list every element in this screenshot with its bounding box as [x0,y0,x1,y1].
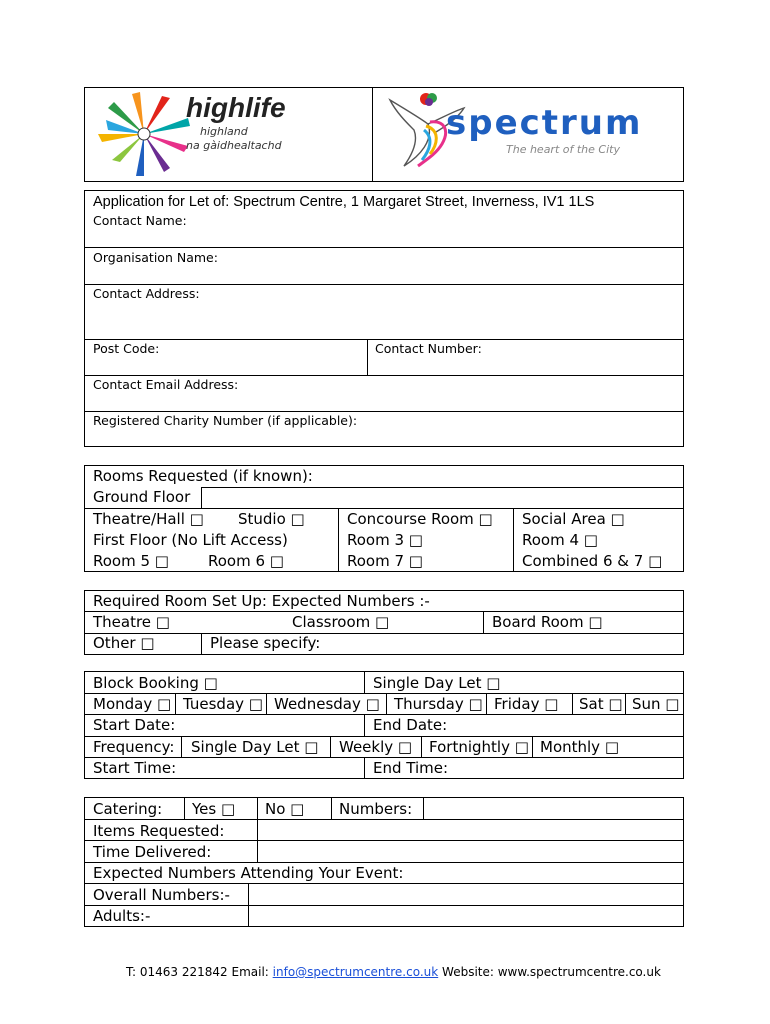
end-date-field[interactable] [448,716,680,735]
items-requested-label: Items Requested: [93,822,225,840]
theatre-hall-checkbox[interactable]: Theatre/Hall □ [93,510,204,528]
weekly-checkbox[interactable]: Weekly □ [339,738,413,756]
studio-checkbox[interactable]: Studio □ [238,510,305,528]
room-3-checkbox[interactable]: Room 3 □ [347,531,423,549]
items-requested-field[interactable] [259,821,680,839]
room-7-checkbox[interactable]: Room 7 □ [347,552,423,570]
highlife-sub1: highland [200,125,248,138]
end-date-label: End Date: [373,716,448,734]
end-time-label: End Time: [373,759,449,777]
contact-number-field[interactable] [490,341,680,373]
start-date-label: Start Date: [93,716,176,734]
tuesday-checkbox[interactable]: Tuesday □ [183,695,263,713]
adults-field[interactable] [250,907,680,925]
catering-label: Catering: [93,800,163,818]
combined-6-7-checkbox[interactable]: Combined 6 & 7 □ [522,552,663,570]
spectrum-title: spectrum [446,103,643,143]
single-day-let-checkbox[interactable]: Single Day Let □ [373,674,501,692]
start-time-field[interactable] [178,759,361,777]
first-floor-label: First Floor (No Lift Access) [93,531,288,549]
contact-name-field[interactable] [300,212,680,244]
contact-number-label: Contact Number: [375,341,482,356]
post-code-field[interactable] [170,341,364,373]
contact-address-field[interactable] [210,286,680,337]
monthly-checkbox[interactable]: Monthly □ [540,738,619,756]
please-specify-label: Please specify: [210,634,321,652]
spectrum-tagline: The heart of the City [506,143,620,156]
organisation-name-label: Organisation Name: [93,250,218,265]
organisation-name-field[interactable] [230,249,680,282]
sun-checkbox[interactable]: Sun □ [632,695,680,713]
time-delivered-field[interactable] [259,842,680,860]
charity-field[interactable] [365,413,680,444]
start-date-field[interactable] [176,716,361,735]
end-time-field[interactable] [450,759,680,777]
email-field[interactable] [245,377,680,409]
friday-checkbox[interactable]: Friday □ [494,695,559,713]
room-5-checkbox[interactable]: Room 5 □ [93,552,169,570]
frequency-label: Frequency: [93,738,175,756]
room-6-checkbox[interactable]: Room 6 □ [208,552,284,570]
room-4-checkbox[interactable]: Room 4 □ [522,531,598,549]
monday-checkbox[interactable]: Monday □ [93,695,172,713]
block-booking-checkbox[interactable]: Block Booking □ [93,674,218,692]
start-time-label: Start Time: [93,759,177,777]
footer-phone: T: 01463 221842 Email: [126,965,269,979]
catering-numbers-label: Numbers: [339,800,413,818]
ground-floor-label: Ground Floor [93,488,191,506]
rooms-heading: Rooms Requested (if known): [93,467,313,485]
contact-name-label: Contact Name: [93,213,187,228]
email-label: Contact Email Address: [93,377,239,392]
footer [126,966,661,978]
adults-label: Adults:- [93,907,151,925]
board-room-checkbox[interactable]: Board Room □ [492,613,603,631]
classroom-checkbox[interactable]: Classroom □ [292,613,390,631]
sat-checkbox[interactable]: Sat □ [579,695,623,713]
concourse-room-checkbox[interactable]: Concourse Room □ [347,510,493,528]
fortnightly-checkbox[interactable]: Fortnightly □ [429,738,529,756]
wednesday-checkbox[interactable]: Wednesday □ [274,695,380,713]
catering-numbers-field[interactable] [425,799,680,817]
frequency-single-day-checkbox[interactable]: Single Day Let □ [191,738,319,756]
other-checkbox[interactable]: Other □ [93,634,155,652]
highlife-logo [92,90,362,178]
catering-yes-checkbox[interactable]: Yes □ [192,800,236,818]
overall-numbers-label: Overall Numbers:- [93,886,230,904]
expected-numbers-label: Expected Numbers Attending Your Event: [93,864,404,882]
application-title: Application for Let of: Spectrum Centre, 1 Margaret Street, Inverness, IV1 1LS [93,194,595,210]
social-area-checkbox[interactable]: Social Area □ [522,510,625,528]
catering-no-checkbox[interactable]: No □ [265,800,305,818]
footer-email-link[interactable]: info@spectrumcentre.co.uk [272,965,439,979]
charity-label: Registered Charity Number (if applicable): [93,413,358,428]
post-code-label: Post Code: [93,341,160,356]
overall-numbers-field[interactable] [250,885,680,903]
footer-website: Website: www.spectrumcentre.co.uk [442,965,661,979]
please-specify-field[interactable] [322,634,680,653]
time-delivered-label: Time Delivered: [93,843,212,861]
thursday-checkbox[interactable]: Thursday □ [394,695,483,713]
highlife-sub2: na gàidhealtachd [186,139,282,152]
contact-address-label: Contact Address: [93,286,200,301]
spectrum-logo [380,90,676,178]
setup-heading: Required Room Set Up: Expected Numbers :- [93,592,430,610]
theatre-setup-checkbox[interactable]: Theatre □ [93,613,170,631]
highlife-title: highlife [186,92,286,123]
